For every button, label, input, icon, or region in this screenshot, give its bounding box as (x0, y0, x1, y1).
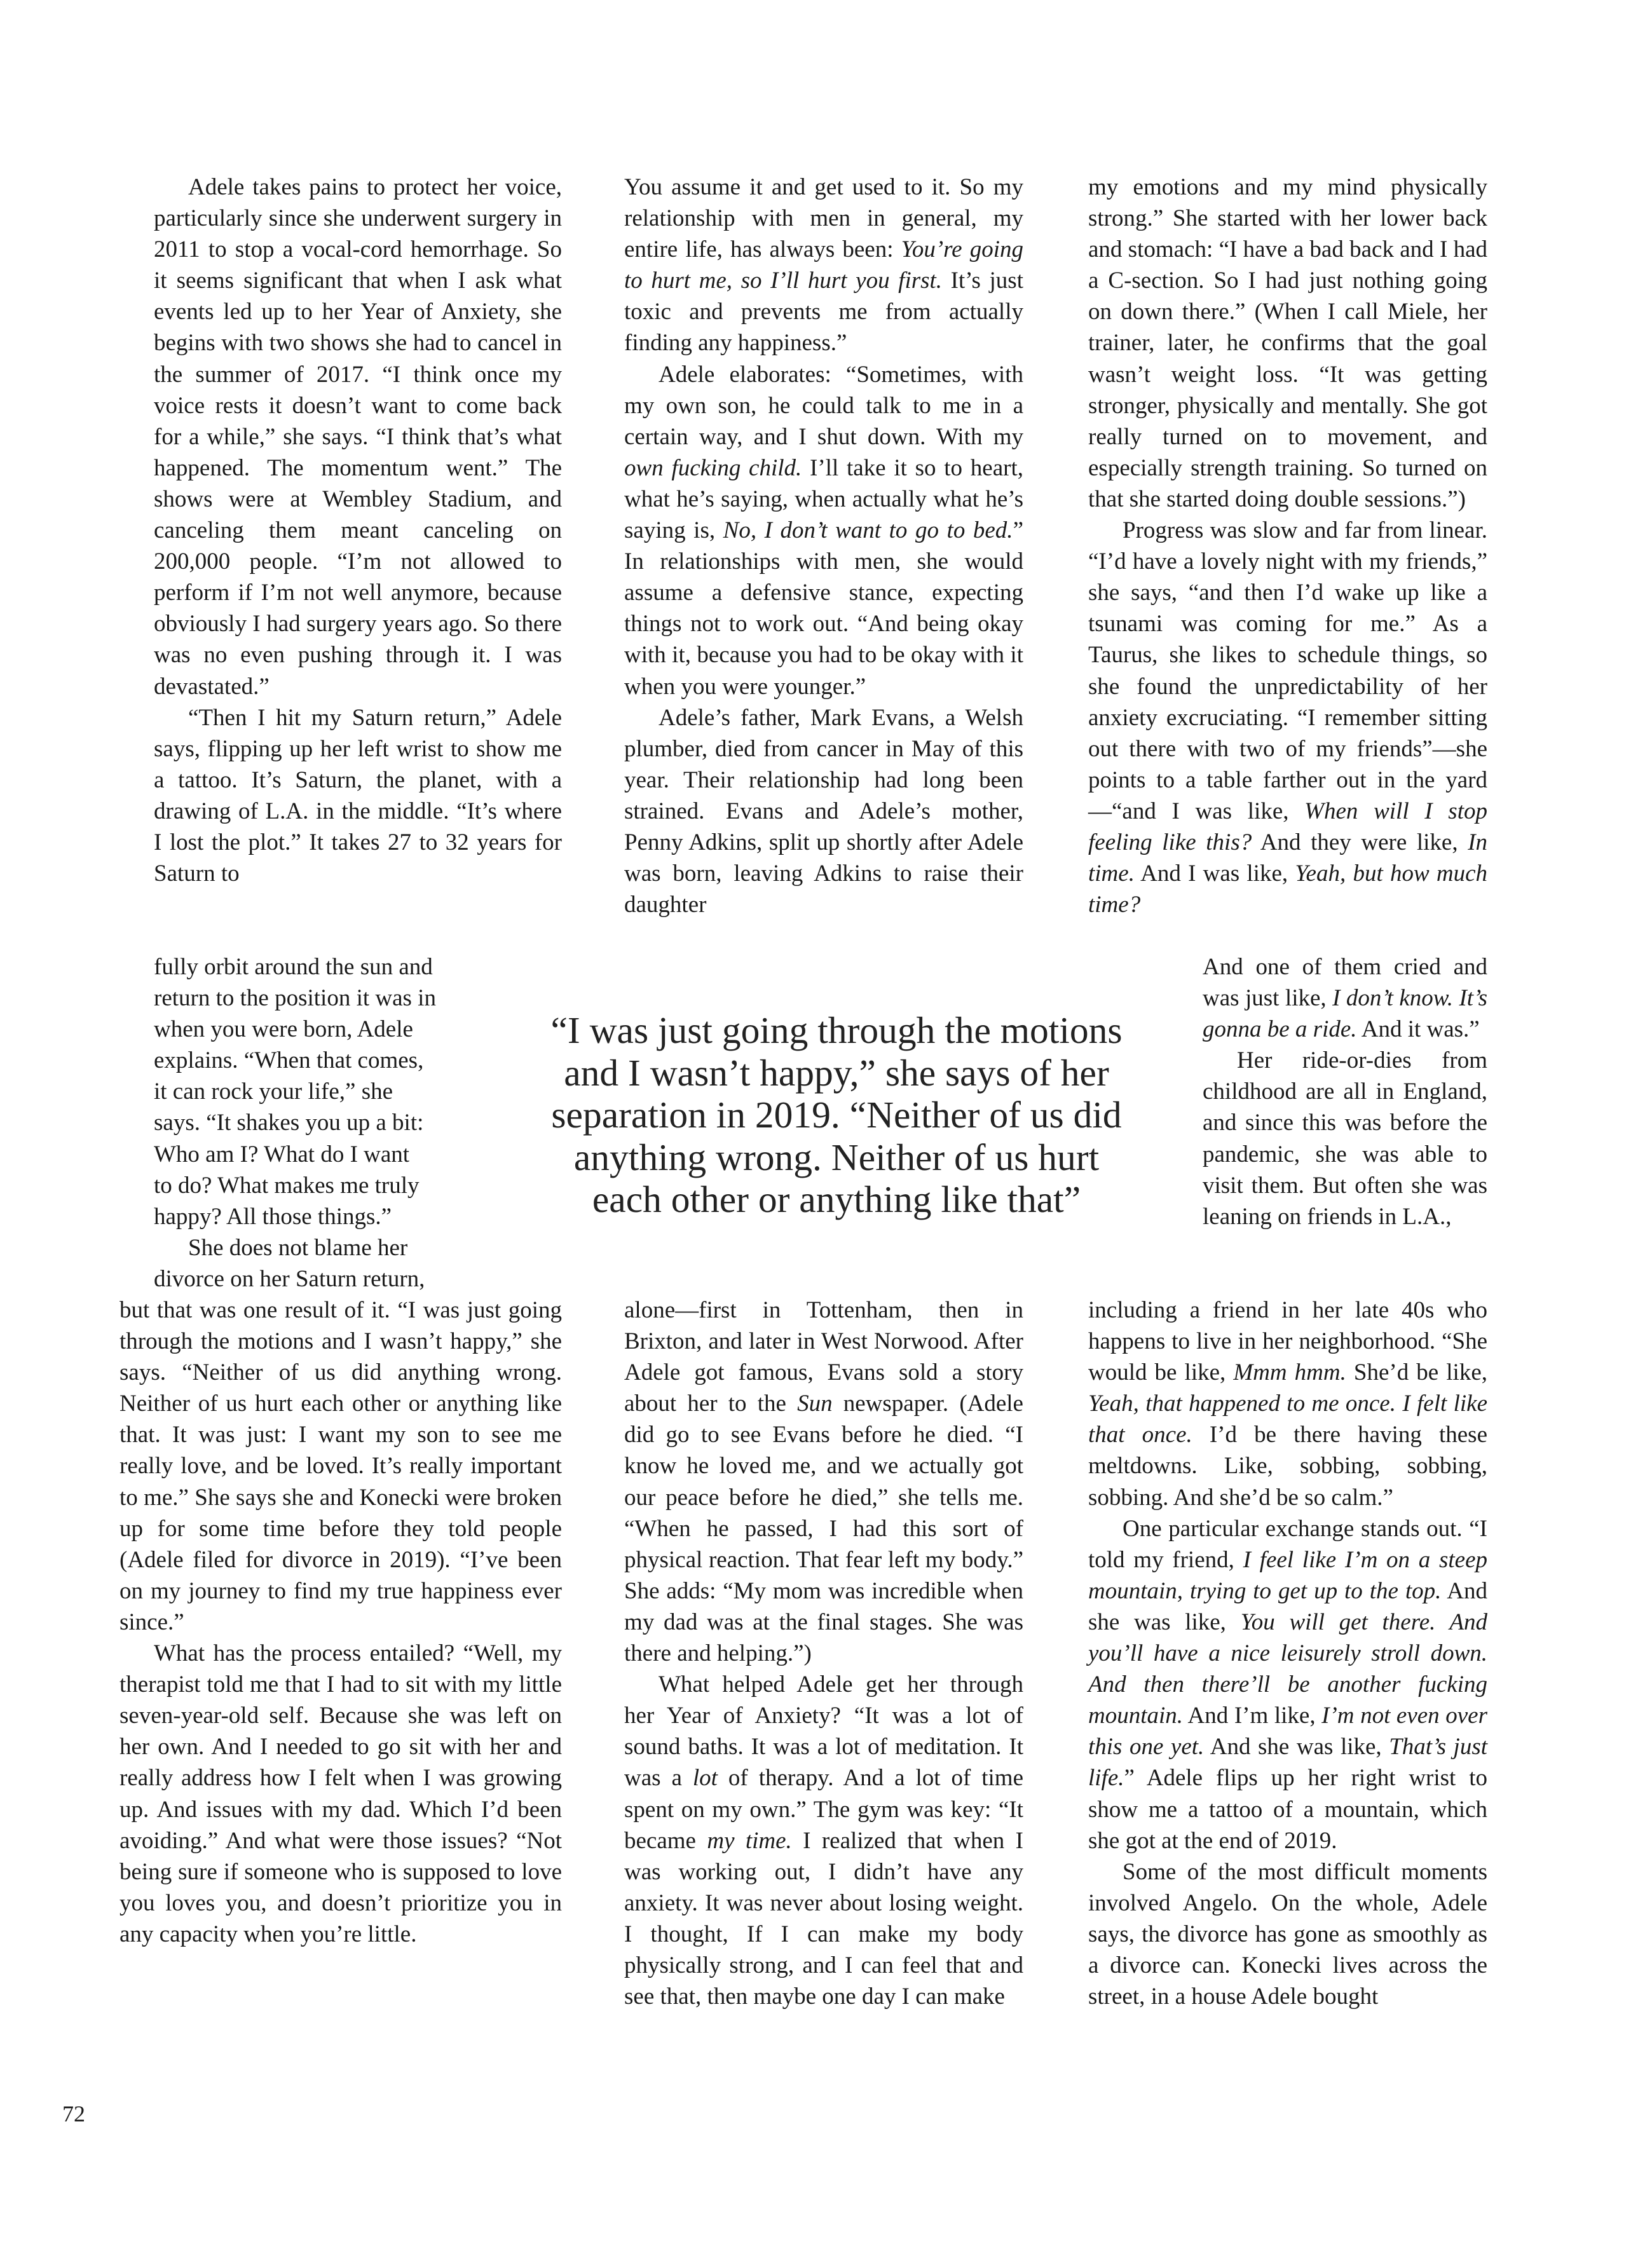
text-run: Progress was slow and far from linear. “I’d have a lovely night with my friends,” she says, “and then I’d wake up like a tsunami was coming for me.” As a Taurus, she likes to schedule things, so she found the unpredictability of her anxiety excruciating. “I remember sitting out there with two of my friends”—she points to a table farther out in the yard—“and I was like, (1088, 517, 1487, 824)
col1-narrow-line: fully orbit around the sun and (154, 954, 433, 980)
text-run: ” In relationships with men, she would assume a defensive stance, expecting things not to work out. “And being okay with it, because you had to be okay with it when you were younger.” (624, 517, 1023, 700)
col3-paragraph-3-start: Her ride-or-dies from childhood are all in England, and since this was before the pandemic, she was able to visit them. But often she was leaning on friends in L.A., (1203, 1047, 1487, 1230)
col1-narrow-line: when you were born, Adele (154, 1016, 413, 1043)
text-run: And she was like, (1204, 1734, 1389, 1760)
col3-paragraph-2-cont (1203, 951, 1487, 1045)
col1-narrow-line: She does not blame her (188, 1234, 408, 1261)
text-run: And it was.” (1356, 1016, 1480, 1043)
italic-run: I’m not even over this one yet. (1088, 1703, 1487, 1760)
column-1-top (154, 172, 562, 889)
col3-paragraph-3-rest (1088, 1295, 1487, 1513)
text-run: including a friend in her late 40s who happens to live in her neighborhood. “She would be like, (1088, 1297, 1487, 1386)
italic-run: lot (692, 1765, 718, 1792)
text-run: I’ll take it so to heart, what he’s saying, when actually what he’s saying is, (624, 454, 1023, 544)
text-run: I realized that when I was working out, I didn’t have any anxiety. It was never about losing weight. I thought, If I can make my body physically strong, and I can feel that and see that, then maybe one day I can make (624, 1827, 1023, 2010)
pull-quote-line: “I was just going through the motions (550, 1009, 1123, 1051)
page-number: 72 (62, 2101, 85, 2127)
text-run: Adele elaborates: “Sometimes, with my own son, he could talk to me in a certain way, and I shut down. With my (624, 361, 1023, 450)
italic-run: No, I don’t want to go to bed. (723, 517, 1013, 544)
col1-paragraph-3-start (154, 1232, 486, 1295)
column-3-bottom (1088, 1295, 1487, 2012)
column-1-narrow (154, 951, 486, 1295)
column-2-bottom (624, 1295, 1023, 2012)
text-run: And one of them cried and was just like, (1203, 954, 1487, 1012)
italic-run: my time. (707, 1827, 792, 1854)
column-3-narrow (1203, 951, 1487, 1232)
pull-quote (520, 1009, 1153, 1221)
text-run: It’s just toxic and prevents me from actually finding any happiness.” (624, 268, 1023, 357)
pull-quote-line: and I wasn’t happy,” she says of her (564, 1051, 1109, 1094)
col1-paragraph-3-rest: but that was one result of it. “I was just going through the motions and I wasn’t happy,” she says. “Neither of us did anything wrong. Neither of us hurt each other or anything like that. It was just: I want my son to see me really love, and be loved. It’s really important to me.” She says she and Konecki were broken up for some time before they told people (Adele filed for divorce in 2019). “I’ve been on my journey to find my true happiness ever since.” (119, 1297, 562, 1635)
col2-paragraph-3: Adele’s father, Mark Evans, a Welsh plumber, died from cancer in May of this year. Their relationship had long been strained. Evans and Adele’s mother, Penny Adkins, split up shortly after Adele was born, leaving Adkins to raise their daughter (624, 704, 1023, 918)
col3-paragraph-2 (1088, 515, 1487, 920)
text-run: She’d be like, (1346, 1359, 1488, 1386)
col1-paragraph-1: Adele takes pains to protect her voice, particularly since she underwent surgery in 2011 to stop a vocal-cord hemorrhage. So it seems significant that when I ask what events led up to her Year of Anxiety, she begins with two shows she had to cancel in the summer of 2017. “I think once my voice rests it doesn’t want to come back for a while,” she says. “I think that’s what happened. The momentum went.” The shows were at Wembley Stadium, and canceling them meant canceling on 200,000 people. “I’m not allowed to perform if I’m not well anymore, because obviously I had surgery years ago. So there was no even pushing through it. I was devastated.” (154, 174, 562, 700)
col1-narrow-line: Who am I? What do I want (154, 1141, 410, 1167)
col3-paragraph-4 (1088, 1513, 1487, 1856)
italic-run: Yeah, that happened to me once. I felt like that once. (1088, 1391, 1487, 1448)
text-run: And she was like, (1088, 1577, 1487, 1635)
italic-run: That’s just life. (1088, 1734, 1487, 1792)
italic-run: I feel like I’m on a steep mountain, trying to get up to the top. (1088, 1546, 1487, 1604)
italic-run: Sun (797, 1391, 833, 1417)
text-run: What helped Adele get her through her Year of Anxiety? “It was a lot of sound baths. It was a lot of meditation. It was a (624, 1671, 1023, 1792)
col3-paragraph-5: Some of the most difficult moments involved Angelo. On the whole, Adele says, the divorce has gone as smoothly as a divorce can. Konecki lives across the street, in a house Adele bought (1088, 1858, 1487, 2010)
column-3-top (1088, 172, 1487, 920)
text-run: alone—first in Tottenham, then in Brixton, and later in West Norwood. After Adele got famous, Evans sold a story about her to the (624, 1297, 1023, 1417)
col3-paragraph-1: my emotions and my mind physically strong.” She started with her lower back and stomach: “I have a bad back and I had a C-section. So I had just nothing going on down there.” (When I call Miele, her trainer, later, he confirms that the goal wasn’t weight loss. “It was getting stronger, physically and mentally. She got really turned on to movement, and especially strength training. So turned on that she started doing double sessions.”) (1088, 174, 1487, 512)
text-run: ” Adele flips up her right wrist to show me a tattoo of a mountain, which she got at the end of 2019. (1088, 1765, 1487, 1854)
col1-narrow-line: it can rock your life,” she (154, 1079, 393, 1105)
col2-paragraph-5 (624, 1669, 1023, 2012)
italic-run: You will get there. And you’ll have a nice leisurely stroll down. And then there’ll be another fucking mountain. (1088, 1609, 1487, 1729)
pull-quote-line: separation in 2019. “Neither of us did (551, 1094, 1122, 1136)
col2-paragraph-1 (624, 172, 1023, 359)
text-run: And I was like, (1134, 861, 1295, 887)
italic-run: When will I stop feeling like this? (1088, 798, 1487, 855)
text-run: And I’m like, (1183, 1703, 1322, 1729)
pull-quote-line: anything wrong. Neither of us hurt (573, 1136, 1100, 1178)
text-run: One particular exchange stands out. “I told my friend, (1088, 1515, 1487, 1573)
italic-run: Yeah, but how much time? (1088, 861, 1487, 918)
italic-run: own fucking child. (624, 454, 802, 481)
text-run: newspaper. (Adele did go to see Evans before he died. “I know he loved me, and we actually got our peace before he died,” she tells me. “When he passed, I had this sort of physical reaction. That fear left my body.” She adds: “My mom was incredible when my dad was at the final stages. She was there and helping.”) (624, 1391, 1023, 1667)
italic-run: You’re going to hurt me, so I’ll hurt you first. (624, 236, 1024, 294)
column-1-bottom (119, 1295, 562, 1950)
col1-narrow-line: to do? What makes me truly (154, 1172, 420, 1199)
italic-run: I don’t know. It’s gonna be a ride. (1203, 985, 1487, 1043)
col1-narrow-line: return to the position it was in (154, 985, 436, 1012)
col1-paragraph-4: What has the process entailed? “Well, my therapist told me that I had to sit with my little seven-year-old self. Because she was left on her own. And I needed to go sit with her and really address how I felt when I was growing up. And issues with my dad. Which I’d been avoiding.” And what were those issues? “Not being sure if someone who is supposed to love you loves you, and doesn’t prioritize you in any capacity when you’re little. (119, 1640, 562, 1947)
text-run: of therapy. And a lot of time spent on my own.” The gym was key: “It became (624, 1765, 1024, 1854)
text-run: You assume it and get used to it. So my relationship with men in general, my entire life, has always been: (624, 174, 1023, 263)
col1-narrow-line: explains. “When that comes, (154, 1047, 424, 1074)
col1-paragraph-2-cont (154, 951, 486, 1232)
pull-quote-line: each other or anything like that” (592, 1178, 1081, 1220)
text-run: And they were like, (1252, 829, 1468, 855)
col2-paragraph-2 (624, 359, 1023, 702)
col1-narrow-line: divorce on her Saturn return, (154, 1265, 425, 1292)
col1-narrow-line: says. “It shakes you up a bit: (154, 1110, 424, 1136)
text-run: I’d be there having these meltdowns. Like, sobbing, sobbing, sobbing. And she’d be so calm.” (1088, 1422, 1487, 1511)
col2-paragraph-4 (624, 1295, 1023, 1669)
column-2-top (624, 172, 1023, 920)
italic-run: In time. (1088, 829, 1488, 887)
col1-paragraph-2: “Then I hit my Saturn return,” Adele says, flipping up her left wrist to show me a tattoo. It’s Saturn, the planet, with a drawing of L.A. in the middle. “It’s where I lost the plot.” It takes 27 to 32 years for Saturn to (154, 704, 562, 887)
italic-run: Mmm hmm. (1233, 1359, 1346, 1386)
col1-narrow-line: happy? All those things.” (154, 1203, 392, 1230)
